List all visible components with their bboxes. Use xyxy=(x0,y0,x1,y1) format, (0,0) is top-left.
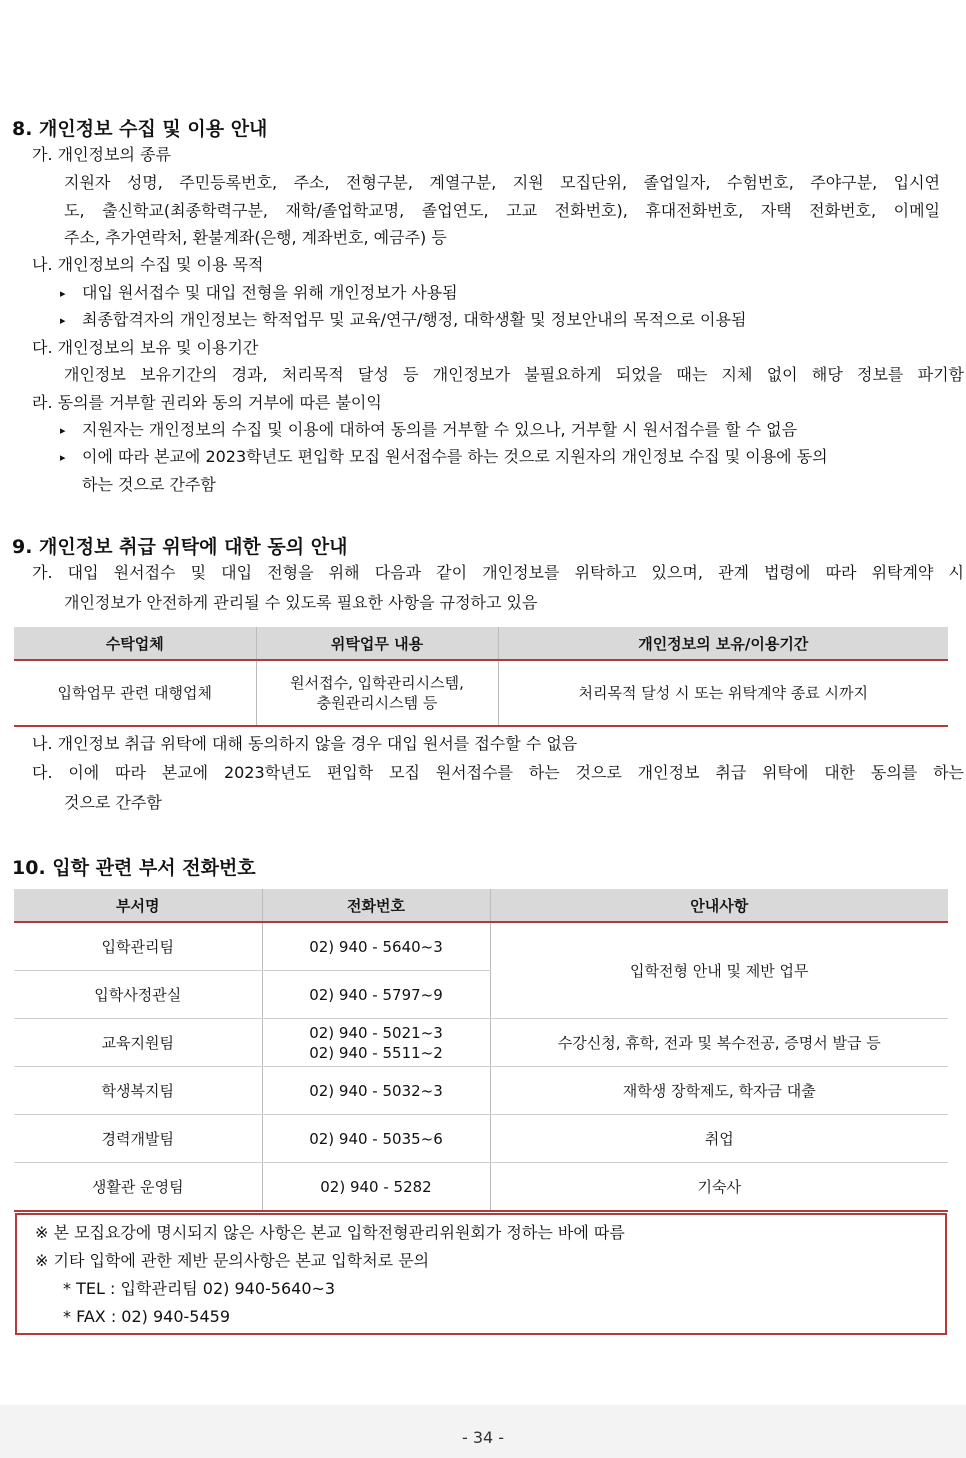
table-row xyxy=(14,660,948,726)
section-9-a-line-2: 개인정보가 안전하게 관리될 수 있도록 필요한 사항을 규정하고 있음 xyxy=(64,593,538,612)
cell-phone: 02) 940 - 5282 xyxy=(262,1163,490,1212)
section-8-title: 8. 개인정보 수집 및 이용 안내 xyxy=(12,118,268,140)
triangle-bullet-icon: ▸ xyxy=(60,314,66,327)
cell-dept: 생활관 운영팀 xyxy=(14,1163,262,1212)
triangle-bullet-icon: ▸ xyxy=(60,451,66,464)
cell-phone: 02) 940 - 5797~9 xyxy=(262,971,490,1019)
notice-line-2: ※ 기타 입학에 관한 제반 문의사항은 본교 입학처로 문의 xyxy=(35,1251,430,1270)
section-8-a-line-3: 주소, 추가연락처, 환불계좌(은행, 계좌번호, 예금주) 등 xyxy=(64,228,447,247)
triangle-bullet-icon: ▸ xyxy=(60,287,66,300)
section-8-c-title: 다. 개인정보의 보유 및 이용기간 xyxy=(32,338,259,357)
header-info: 안내사항 xyxy=(490,889,948,922)
table-row xyxy=(14,1067,948,1115)
table-row xyxy=(14,922,948,971)
header-period: 개인정보의 보유/이용기간 xyxy=(498,627,948,660)
consignment-table xyxy=(14,627,948,727)
section-9-c-line-2: 것으로 간주함 xyxy=(64,793,162,812)
section-8-b-bullet-2: ▸ 최종합격자의 개인정보는 학적업무 및 교육/연구/행정, 대학생활 및 정보안내의 목적으로 이용됨 xyxy=(60,309,746,332)
header-company: 수탁업체 xyxy=(14,627,256,660)
cell-period: 처리목적 달성 시 또는 위탁계약 종료 시까지 xyxy=(498,660,948,726)
section-9-b-line: 나. 개인정보 취급 위탁에 대해 동의하지 않을 경우 대입 원서를 접수할 수 없음 xyxy=(32,734,578,753)
cell-info: 재학생 장학제도, 학자금 대출 xyxy=(490,1067,948,1115)
header-dept: 부서명 xyxy=(14,889,262,922)
cell-phone: 02) 940 - 5035~6 xyxy=(262,1115,490,1163)
cell-info: 수강신청, 휴학, 전과 및 복수전공, 증명서 발급 등 xyxy=(490,1019,948,1067)
table-row xyxy=(14,1019,948,1067)
cell-dept: 입학관리팀 xyxy=(14,922,262,971)
cell-dept: 입학사정관실 xyxy=(14,971,262,1019)
department-phone-table xyxy=(14,889,948,1212)
cell-info: 취업 xyxy=(490,1115,948,1163)
notice-line-1: ※ 본 모집요강에 명시되지 않은 사항은 본교 입학전형관리위원회가 정하는 바에 따름 xyxy=(35,1223,625,1242)
notice-tel: * TEL : 입학관리팀 02) 940-5640~3 xyxy=(63,1279,336,1298)
section-8-b-bullet-1: ▸ 대입 원서접수 및 대입 전형을 위해 개인정보가 사용됨 xyxy=(60,282,458,305)
cell-dept: 교육지원팀 xyxy=(14,1019,262,1067)
section-8-a-title: 가. 개인정보의 종류 xyxy=(32,145,171,164)
header-task: 위탁업무 내용 xyxy=(256,627,498,660)
section-8-a-line-1: 지원자 성명, 주민등록번호, 주소, 전형구분, 계열구분, 지원 모집단위, 졸업일자, 수험번호, 주야구분, 입시연 xyxy=(64,173,940,192)
section-8-d-title: 라. 동의를 거부할 권리와 동의 거부에 따른 불이익 xyxy=(32,393,382,412)
cell-dept: 경력개발팀 xyxy=(14,1115,262,1163)
header-phone: 전화번호 xyxy=(262,889,490,922)
section-8-d-bullet-2: ▸ 이에 따라 본교에 2023학년도 편입학 모집 원서접수를 하는 것으로 지원자의 개인정보 수집 및 이용에 동의 xyxy=(60,446,958,469)
cell-company: 입학업무 관련 대행업체 xyxy=(14,660,256,726)
section-8-a-line-2: 도, 출신학교(최종학력구분, 재학/졸업학교명, 졸업연도, 고교 전화번호), 휴대전화번호, 자택 전화번호, 이메일 xyxy=(64,201,940,220)
section-8-c-line: 개인정보 보유기간의 경과, 처리목적 달성 등 개인정보가 불필요하게 되었을 때는 지체 없이 해당 정보를 파기함 xyxy=(64,365,964,384)
table-row xyxy=(14,1115,948,1163)
section-9-a-line-1: 가. 대입 원서접수 및 대입 전형을 위해 다음과 같이 개인정보를 위탁하고 있으며, 관계 법령에 따라 위탁계약 시 xyxy=(32,563,964,582)
section-9-title: 9. 개인정보 취급 위탁에 대한 동의 안내 xyxy=(12,536,348,558)
section-8-b-title: 나. 개인정보의 수집 및 이용 목적 xyxy=(32,255,264,274)
section-10-title: 10. 입학 관련 부서 전화번호 xyxy=(12,857,256,879)
triangle-bullet-icon: ▸ xyxy=(60,424,66,437)
notice-box xyxy=(15,1213,947,1335)
cell-task: 원서접수, 입학관리시스템, 충원관리시스템 등 xyxy=(256,660,498,726)
cell-info: 기숙사 xyxy=(490,1163,948,1212)
notice-fax: * FAX : 02) 940-5459 xyxy=(63,1307,231,1326)
cell-phone: 02) 940 - 5640~3 xyxy=(262,922,490,971)
table-row xyxy=(14,1163,948,1212)
cell-phone: 02) 940 - 5021~3 02) 940 - 5511~2 xyxy=(262,1019,490,1067)
cell-dept: 학생복지팀 xyxy=(14,1067,262,1115)
cell-info-merged: 입학전형 안내 및 제반 업무 xyxy=(490,922,948,1019)
cell-phone: 02) 940 - 5032~3 xyxy=(262,1067,490,1115)
page-number: - 34 - xyxy=(461,1428,505,1447)
section-8-d-bullet-1: ▸ 지원자는 개인정보의 수집 및 이용에 대하여 동의를 거부할 수 있으나, 거부할 시 원서접수를 할 수 없음 xyxy=(60,419,797,442)
section-8-d-bullet-2-cont: 하는 것으로 간주함 xyxy=(82,475,216,494)
section-9-c-line-1: 다. 이에 따라 본교에 2023학년도 편입학 모집 원서접수를 하는 것으로 개인정보 취급 위탁에 대한 동의를 하는 xyxy=(32,763,964,782)
